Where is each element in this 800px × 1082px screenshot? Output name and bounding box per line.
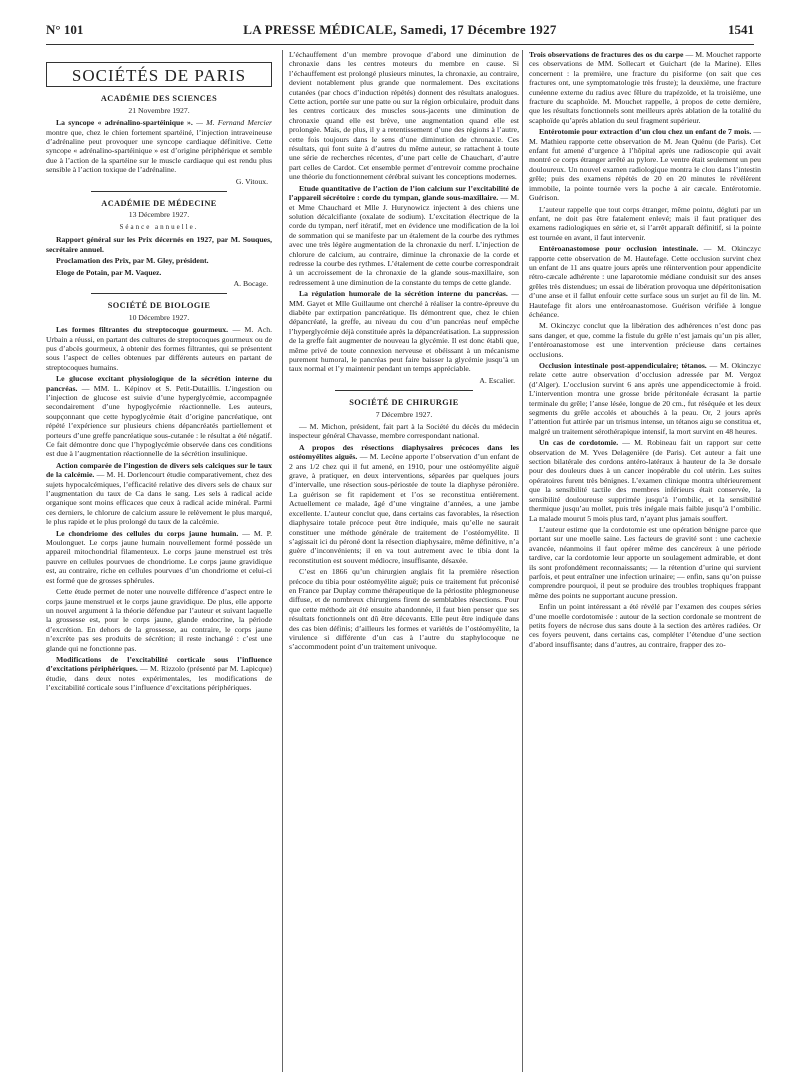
page-header <box>46 22 754 45</box>
item-rapport: Rapport général sur les Prix décernés en 1927, par M. Souques, secrétaire annuel. <box>46 235 272 254</box>
article-enteroanastomose <box>529 244 761 319</box>
divider <box>91 293 227 294</box>
article-enterotomie-cont: L’auteur rappelle que tout corps étranger, même pointu, dégluti par un enfant, ne doit pas être fatalement enlevé; mais il faut pratiquer des examens radiologiques en série et, si l’arrêt apparaît définitif, si la pointe est tournée en avant, il faut intervenir. <box>529 204 761 242</box>
article-chondriome-cont: Cette étude permet de noter une nouvelle différence d’aspect entre le corps jaune menstruel et le corps jaune gravidique. De plus, elle apporte un nouvel argument à la théorie défendue par l’auteur et suivant laquelle la grossesse est, pour le corps jaune, glande endocrine, la période d’excrétion. En dehors de la grossesse, au contraire, le corps jaune n’excrète pas ses produits de sécrétion; il reste inchangé : c’est une glande qui ne fonctionne pas. <box>46 587 272 653</box>
publication-line: LA PRESSE MÉDICALE, Samedi, 17 Décembre 1927 <box>243 22 557 37</box>
article-text: — M. Ach. Urbain a réussi, en partant des cultures de streptocoques gourmeux ou de pus d’abcès gourmeux, à obtenir des formes filtrantes, qui se présentent sous l’aspect de celles obtenues par différents auteurs en partant de streptocoques humains. <box>46 325 272 372</box>
article-occlusion-tetanos <box>529 361 761 436</box>
article-text: — M. Robineau fait un rapport sur cette observation de M. Yves Delagenière (de Paris). Cet auteur a fait une section bilatérale des cordons antéro-latéraux à hauteur de la 3e dorsale pour des douleurs dues à un cancer inopérable du col utérin. Les suites opératoires furent très bénignes. L’examen clinique montra ultérieurement que la sensibilité tactile des membres inférieurs était conservée, la sensibilité douloureuse supprimée jusqu’à l’ombilic, et la sensibilité thermique jusqu’au mollet, puis très inégale mais faible jusqu’à l’ombilic. La malade mourut 5 mois plus tard, n’ayant plus jamais souffert. <box>529 438 761 523</box>
section-title: SOCIÉTÉS DE PARIS <box>71 66 247 85</box>
article-title: Les formes filtrantes du streptocoque gourmeux. <box>56 325 229 335</box>
article-streptocoque <box>46 325 272 372</box>
signature-vitoux: G. Vitoux. <box>235 176 268 186</box>
date-biologie: 10 Décembre 1927. <box>128 312 190 322</box>
divider <box>91 191 227 192</box>
item-proclamation: Proclamation des Prix, par M. Gley, président. <box>56 256 209 266</box>
article-excitabilite <box>46 655 272 693</box>
heading-academie-medecine: ACADÉMIE DE MÉDECINE <box>101 199 217 209</box>
date-chirurgie: 7 Décembre 1927. <box>375 409 433 419</box>
article-cordotomie-cont2: Enfin un point intéressant a été révélé par l’examen des coupes séries d’une moelle cordotomisée : autour de la section cordonale se montrent de petits foyers de nécrose dus sans doute à la section des artères radiées. Or ces foyers peuvent, dans certains cas, compléter l’étendue d’une section d’abord insuffisante; dans d’autres, au contraire, frapper des zo- <box>529 602 761 649</box>
date-sciences: 21 Novembre 1927. <box>128 105 190 115</box>
article-title: Occlusion intestinale post-appendiculaire; tétanos. <box>539 361 707 370</box>
article-text: — M. et Mme Chauchard et Mlle J. Hurynowicz injectent à des chiens une solution décalcifiante (oxalate de sodium). L’excitation électrique de la corde du tympan, nerf itératif, met en évidence une modification de la loi de sommation qui se manifeste par un étalement de la courbe des rythmes avec une très légère augmentation de la chronaxie du nerf. L’injection de chlorure de calcium, au contraire, diminue la chronaxie de la corde et redresse la courbe des rythmes. L’étalement de cette courbe correspondrait à un accroissement de la chronaxie de la glande sous-maxillaire, son redressement à une diminution de la constante du temps de cette glande. <box>289 193 519 287</box>
signature-bocage: A. Bocage. <box>233 278 268 288</box>
article-chondriome <box>46 529 272 585</box>
article-text: — M. H. Dorlencourt étudie comparativement, chez des sujets hypocalcémiques, l’efficacité relative des divers sels de chaux sur l’augmentation du taux de Ca dans le sang. Les sels à radical acide organique sont moins efficaces que ceux à radical acide minéral. Parmi ces derniers, le chlorure de calcium assure le relèvement le plus marqué, le plus rapide et le plus prolongé du taux de la calcémie. <box>46 470 272 527</box>
divider <box>335 390 473 391</box>
article-cordotomie <box>529 438 761 523</box>
article-title: Le chondriome des cellules du corps jaune humain. <box>56 528 239 538</box>
column-1 <box>46 50 272 1072</box>
article-title: Modifications de l’excitabilité corticale sous l’influence d’excitations périphériques. <box>46 654 272 674</box>
article-text: — M. Mouchet rapporte ces observations de MM. Sollecart et Guichart (de la Marine). Elles concernent : la première, une fracture du pisiforme (on sait que ces fractures ont, une symptomatologie très fruste); la deuxième, une fracture cunéenne externe du radius avec fêlure du trapézoïde, et la troisième, une fracture du scaphoïde. M. Mouchet rappelle, à propos de cette dernière, que les résultats fonctionnels sont meilleurs après ablation de la totalité du scaphoïde qu’après ablation du seul fragment supérieur. <box>529 50 761 125</box>
heading-academie-sciences: ACADÉMIE DES SCIENCES <box>100 94 218 104</box>
item-eloge: Eloge de Potain, par M. Vaquez. <box>56 267 162 277</box>
article-glucose <box>46 374 272 459</box>
article-cordotomie-cont: L’auteur estime que la cordotomie est une opération bénigne parce que portant sur une moelle saine. Les facteurs de gravité sont : une cachexie avancée, néanmoins il faut opérer même des cancéreux à une période tardive, car la cordotomie leur apporte un soulagement admirable, et dont ils sont profondément reconnaissants; — la rétention d’urine qui survient parfois, et peut entraîner une infection urinaire; — enfin, sans qu’on puisse comprendre pourquoi, il peut se produire des troubles trophiques frappant même des points ne supportant aucune pression. <box>529 524 761 600</box>
article-title: Entéroanastomose pour occlusion intestinale. <box>539 244 699 254</box>
heading-societe-biologie: SOCIÉTÉ DE BIOLOGIE <box>107 301 211 311</box>
article-excitabilite-cont: L’échauffement d’un membre provoque d’abord une diminution de chronaxie dans les centres moteurs du membre en cause. Si l’échauffement est prolongé plusieurs minutes, la chronaxie, au contraire, devient notablement plus grande que normalement. Des excitations cutanées (par chocs d’induction répétés) donnent des résultats analogues. Cette action, portée sur une patte ou sur la région orbiculaire, produit dans les centres corticaux des muscles sous-jacents une diminution de chronaxie quand elle est brève, une augmentation quand elle est prolongée. Mais, de plus, il y a retentissement d’une des régions à l’autre, cette fois toujours dans le sens d’une diminution de chronaxie. Ces résultats, qui font suite à d’autres du même auteur, se rattachent à toute une série de recherches récentes, d’une part celle de Chauchart, d’autre part celles de Cardot. Cet ensemble permet d’entrevoir comme prochaine une théorie du fonctionnement cérébral suivant les conceptions modernes. <box>289 50 519 182</box>
seance-label: Séance annuelle. <box>119 222 199 231</box>
column-2 <box>282 50 519 1072</box>
article-syncope <box>46 118 272 174</box>
article-carpe <box>529 50 761 125</box>
article-title: Trois observations de fractures des os du carpe <box>529 50 684 59</box>
article-resections <box>289 443 519 565</box>
article-enteroanastomose-cont: M. Okinczyc conclut que la libération des adhérences n’est donc pas sans danger, et que, comme la fistule du grêle n’est jamais qu’un pis aller, l’entéroanastomose est une intervention précieuse dans certaines occlusions. <box>529 321 761 359</box>
article-title: Etude quantitative de l’action de l’ion calcium sur l’excitabilité de l’appareil sécrétoire : corde du tympan, glande sous-maxillaire. <box>289 183 519 203</box>
article-title: A propos des résections diaphysaires précoces dans les ostéomyélites aiguës. <box>289 442 519 462</box>
article-text: — M. P. Moulonguet. Le corps jaune humain nouvellement formé possède un appareil mitochondrial filamenteux. Le corps jaune menstruel est très pauvre en cellules pourvues de chondriome. Le corps jaune gravidique est, au contraire, riche en cellules pourvues d’un chondriome et celui-ci est formé que de grosses sphérules. <box>46 528 272 585</box>
article-title: Un cas de cordotomie. <box>539 438 619 448</box>
article-title: La syncope « adrénalino-spartéinique ». <box>56 118 193 128</box>
article-resections-cont: C’est en 1866 qu’un chirurgien anglais fit la première résection précoce du tibia pour ostéomyélite aiguë; puis ce traitement fut préconisé en France par Duplay comme thérapeutique de la périostite phlegmoneuse diffuse, et de nombreux chirurgiens firent de semblables résections. Pour que cette méthode ait été ensuite abandonnée, il faut bien penser que ses résultats fonctionnels ont dû être décevants. Elle peut être indiquée dans des cas bien définis; d’ailleurs les formes et variétés de l’ostéomyélite, la virulence si différente d’un cas à l’autre du staphylocoque ne s’accommodent point d’un traitement univoque. <box>289 567 519 652</box>
date-medecine: 13 Décembre 1927. <box>128 210 190 220</box>
article-text: — M. Lecène apporte l’observation d’un enfant de 2 ans 1/2 chez qui il fut amené, en 1910, pour une ostéomyélite aiguë grave, à pratiquer, en deux interventions, séparées par quelques jours d’intervalle, une résection sous-périostée de toute la diaphyse péronière. La guérison se fit rapidement et l’os se reconstitua entièrement. Actuellement ce malade, âgé d’une vingtaine d’années, a une jambe excellente. L’auteur conclut que, dans certains cas favorables, la résection diaphysaire totale précoce peut être indiquée, mais qu’elle ne saurait constituer une méthode générale de traitement de l’ostéomyélite. Il s’agissait ici du péroné dont la résection diaphysaire, même définitive, n’a guère d’inconvénients; il en va tout autrement avec le tibia dont la reconstitution est souvent médiocre, insuffisante, désaxée. <box>289 452 519 565</box>
article-title: Le glucose excitant physiologique de la sécrétion interne du pancréas. <box>46 374 272 393</box>
article-text: — MM. Gayet et Mlle Guillaume ont cherché à réaliser la contre-épreuve du diabète par extirpation pancréatique. Ils démontrent que, chez le chien dépancréaté, la greffe, au niveau du cou d’un pancréas neuf empêche l’hyperglycémie déjà constituée après la dépancréatisation. La suppression de la greffe fait augmenter de nouveau la glycémie. Il est donc établi que, même privé de toute connexion nerveuse et obéissant à un mécanisme purement humoral, le pancréas peut faire baisser la glycémie jusqu’à un taux normal et l’y maintenir pendant un temps appréciable. <box>289 289 519 374</box>
article-calcemie <box>46 461 272 527</box>
article-title: La régulation humorale de la sécrétion interne du pancréas. <box>299 289 508 299</box>
article-ion-calcium <box>289 184 519 287</box>
article-michon: — M. Michon, président, fait part à la Société du décès du médecin inspecteur général Chavasse, membre correspondant national. <box>289 422 519 441</box>
article-enterotomie <box>529 127 761 202</box>
article-text: montre que, chez le chien fortement spartéiné, l’injection intraveineuse d’adrénaline peut provoquer une syncope cardiaque définitive. Cette syncope « adrénalino-spartéinique » est d’origine périphérique et semble due à l’action de la spartéine sur le muscle cardiaque qui est rendu plus sensible à l’action toxique de l’adrénaline. <box>46 127 272 175</box>
section-title-box <box>46 62 272 87</box>
article-text: — M. Okinczyc relate cette autre observation d’occlusion adressée par M. Vergoz (d’Alger). L’occlusion survint 6 ans après une appendicectomie à froid. L’intervention montra une grosse bride péritonéale écrasant la partie terminale du grêle; l’anse lésée, longue de 20 cm., fut réséquée et les deux segments du grêle accolés et abouchés à la peau. Or, 2 jours après l’attention fut attirée par un trismus intense, un tétanos aigu se constitua et, malgré un traitement sérothérapique intensif, la mort survint en 48 heures. <box>529 361 761 436</box>
article-text: — M. Mathieu rapporte cette observation de M. Jean Quénu (de Paris). Cet enfant fut amené d’urgence à l’hôpital après une radioscopie qui avait montré ce corps étranger arrêté au pylore. Le ventre était seulement un peu douloureux. Un nouvel examen radiologique montra le clou dans l’intestin grêle; puis des examens répétés de 20 en 20 minutes le révélèrent immobile, la pointe tournée vers la poche à air cæcale. Entérotomie. Guérison. <box>529 127 761 203</box>
column-3 <box>522 50 761 1072</box>
article-text: — MM. L. Képinov et S. Petit-Dutaillis. L’ingestion ou l’injection de glucose est suivie d’une hyperglycémie, accompagnée secondairement d’une hypoglycémie réactionnelle. Les auteurs, soupçonnant que cette hypoglycémie était d’origine pancréatique, ont répété l’expérience sur plusieurs chiens dépancréatés partiellement et porteurs d’une greffe pancréatique sous-cutanée : le résultat a été négatif. Ce fait démontre donc que l’hypoglycémie observée dans ces conditions est due à l’augmentation réactionnelle de la sécrétion insulinique. <box>46 383 272 459</box>
heading-societe-chirurgie: SOCIÉTÉ DE CHIRURGIE <box>349 398 459 408</box>
article-regulation-pancreas <box>289 289 519 374</box>
article-title: Action comparée de l’ingestion de divers sels calciques sur le taux de la calcémie. <box>46 460 272 480</box>
signature-escalier: A. Escalier. <box>479 375 515 385</box>
article-title: Entérotomie pour extraction d’un clou chez un enfant de 7 mois. <box>539 127 752 137</box>
article-author: — M. Fernand Mercier <box>196 118 272 128</box>
page-number: 1541 <box>728 22 754 37</box>
article-text: — M. Okinczyc rapporte cette observation de M. Hautefage. Cette occlusion survint chez un enfant de 11 ans quatre jours après une réintervention pour appendicite rétro-cæcale adhérente : une laparotomie médiane conduisit sur des anses grêles très distendues; un essai de libération provoqua une dépéritonisation d’une anse et il fallut enfouir cette surface sous un surjet au fil de lin. M. Hautefage fit alors une entéroanastomose. Guérison vérifiée à longue échéance. <box>529 244 761 319</box>
issue-number: N° 101 <box>46 22 84 37</box>
article-text: — M. Rizzolo (présenté par M. Lapicque) étudie, dans deux notes expérimentales, les modifications de l’excitabilité corticale sous l’influence d’excitations périphériques. <box>46 664 272 693</box>
